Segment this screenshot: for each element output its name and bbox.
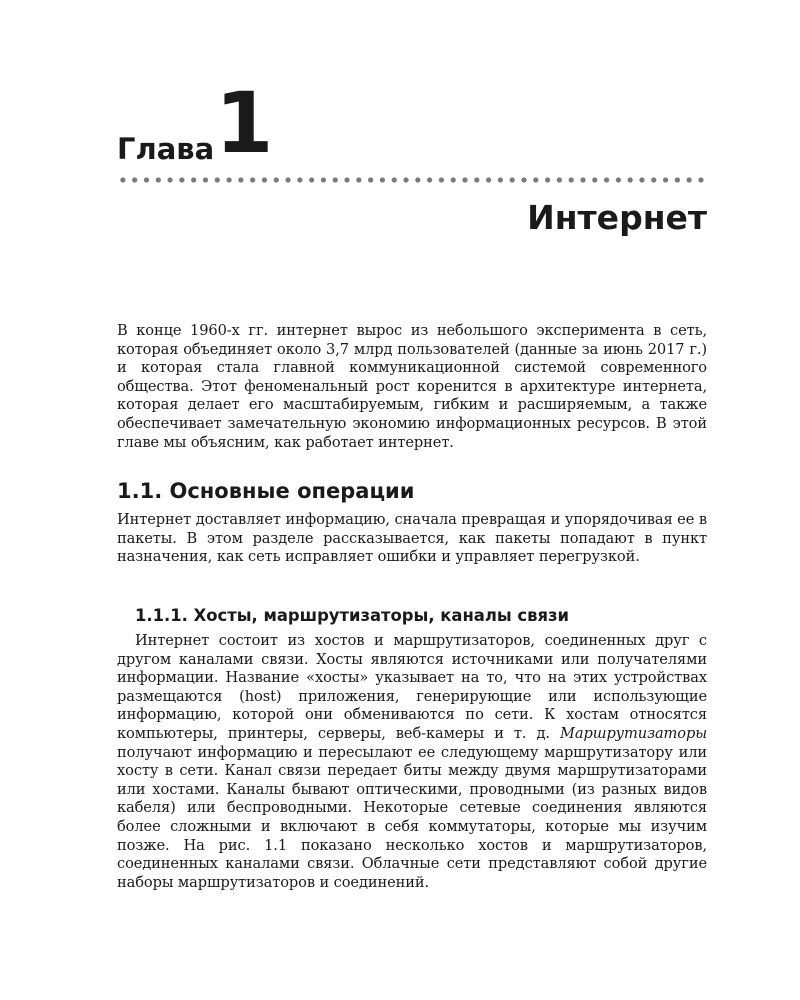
chapter-number: 1 (215, 74, 274, 172)
section-heading-1-1: 1.1. Основные операции (117, 479, 415, 503)
paragraph-text-end: получают информацию и пересылают ее следующему маршрутизатору или хосту в сети. Канал связи передает биты между двумя маршрутизаторами или хостами. Каналы бывают оптическими, проводными (из разных видов кабеля) или беспроводными. Некоторые сетевые соединения являются более сложными и включают в себя коммутаторы, которые мы изучим позже. На рис. 1.1 показано несколько хостов и маршрутизаторов, соединенных каналами связи. Облачные сети представляют собой другие наборы маршрутизаторов и соединений. (117, 743, 707, 891)
section-heading-1-1-1: 1.1.1. Хосты, маршрутизаторы, каналы связи (135, 606, 570, 625)
emphasis-term: Маршрутизаторы (560, 724, 707, 742)
paragraph-text-start: Интернет состоит из хостов и маршрутизаторов, соединенных друг с другом каналами связи. Хосты являются источниками или получателями информации. Название «хосты» указывает на то, что на этих устройствах размещаются (host) приложения, генерирующие или использующие информацию, которой они обмениваются по сети. К хостам относятся компьютеры, принтеры, серверы, веб-камеры и т. д. (117, 632, 707, 742)
intro-paragraph: В конце 1960-х гг. интернет вырос из небольшого эксперимента в сеть, которая объединяет около 3,7 млрд пользователей (данные за июнь 2017 г.) и которая стала главной коммуникационной системой современного общества. Этот феноменальный рост коренится в архитектуре интернета, которая делает его масштабируемым, гибким и расширяемым, а также обеспечивает замечательную экономию информационных ресурсов. В этой главе мы объясним, как работает интернет. (117, 322, 707, 451)
chapter-title: Интернет (527, 198, 707, 237)
section-1-1-paragraph: Интернет доставляет информацию, сначала превращая и упорядочивая ее в пакеты. В этом разделе рассказывается, как пакеты попадают в пункт назначения, как сеть исправляет ошибки и управляет перегрузкой. (117, 511, 707, 566)
dotted-divider (117, 176, 707, 184)
chapter-label: Глава (117, 132, 215, 166)
section-1-1-1-paragraph (117, 632, 707, 892)
chapter-heading (117, 74, 707, 172)
